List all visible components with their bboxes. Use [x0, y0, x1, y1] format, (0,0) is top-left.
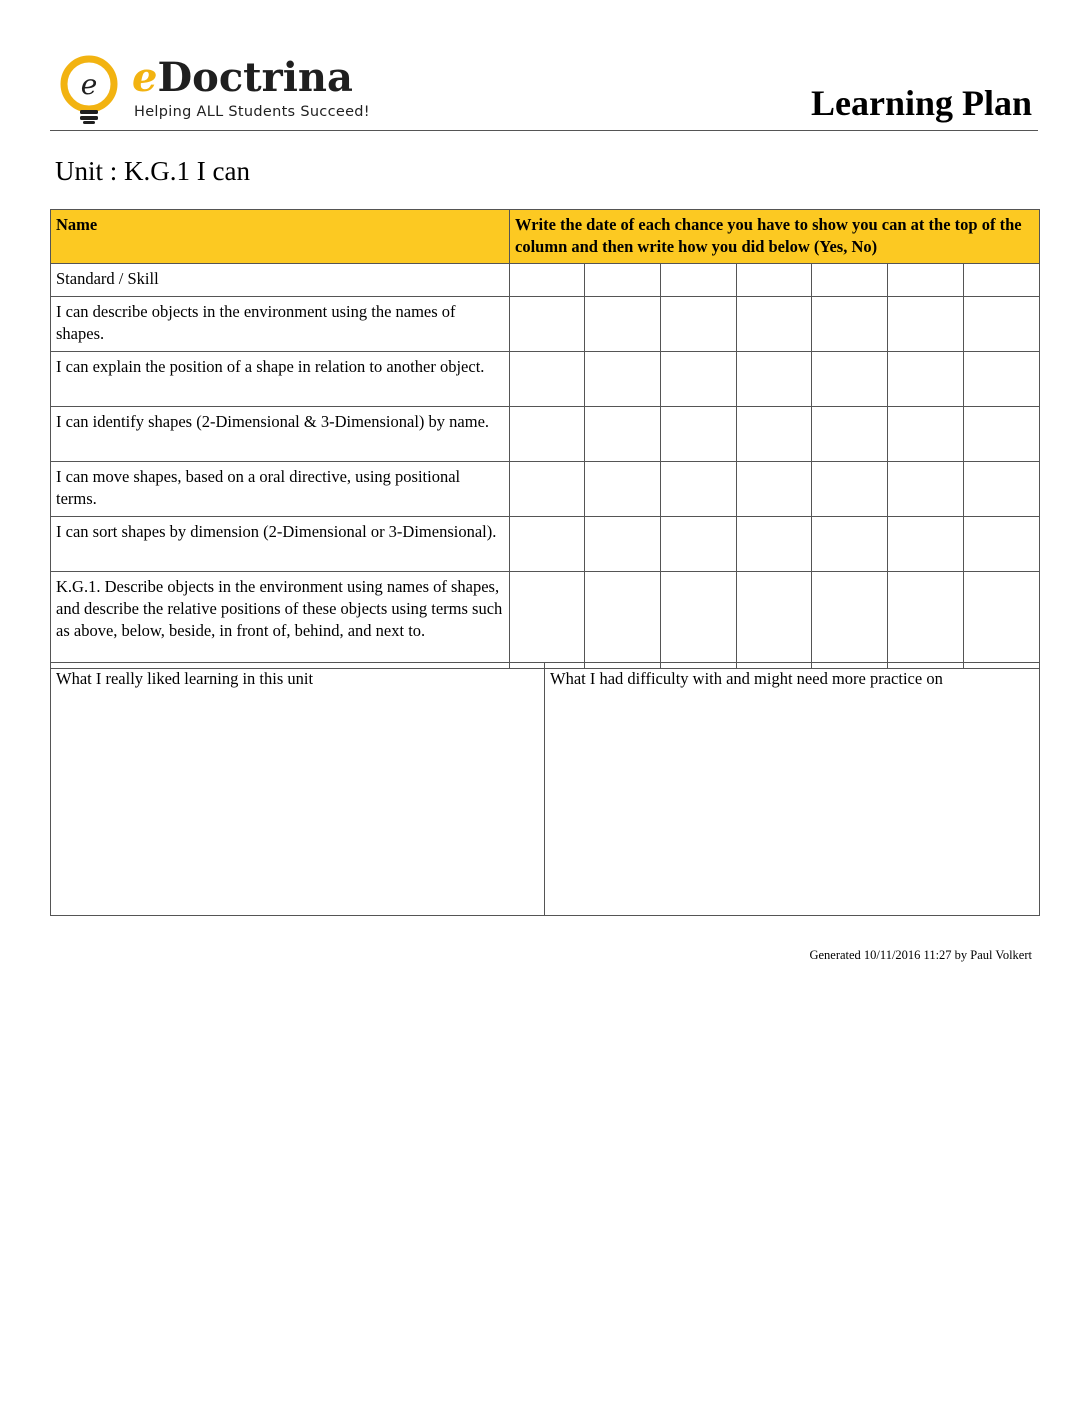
skill-description: I can explain the position of a shape in relation to another object. [51, 352, 510, 407]
table-row [51, 352, 1040, 407]
document-title: Learning Plan [810, 83, 1032, 123]
logo-letter: e [80, 68, 98, 101]
attempt-result-cell[interactable] [585, 352, 661, 407]
table-row [51, 517, 1040, 572]
table-row [51, 462, 1040, 517]
attempt-result-cell[interactable] [888, 297, 964, 352]
attempt-result-cell[interactable] [964, 462, 1040, 517]
attempt-result-cell[interactable] [812, 407, 888, 462]
logo-wordmark-rest: Doctrina [157, 54, 353, 101]
lightbulb-icon [54, 54, 124, 126]
attempt-date-cell[interactable] [964, 264, 1040, 297]
attempt-result-cell[interactable] [510, 517, 585, 572]
attempt-result-cell[interactable] [661, 517, 737, 572]
attempt-result-cell[interactable] [888, 517, 964, 572]
reflection-table [50, 662, 1040, 916]
attempt-date-cell[interactable] [888, 264, 964, 297]
attempt-date-cell[interactable] [585, 264, 661, 297]
attempt-result-cell[interactable] [964, 297, 1040, 352]
attempt-result-cell[interactable] [812, 517, 888, 572]
name-header: Name [51, 210, 510, 264]
attempt-result-cell[interactable] [888, 352, 964, 407]
skill-description: K.G.1. Describe objects in the environment using names of shapes, and describe the relative positions of these objects using terms such as above, below, beside, in front of, behind, and next to. [51, 572, 510, 669]
attempt-result-cell[interactable] [661, 352, 737, 407]
liked-learning-box[interactable]: What I really liked learning in this unit [51, 663, 545, 916]
generated-footer: Generated 10/11/2016 11:27 by Paul Volkert [809, 948, 1032, 962]
header-divider [50, 130, 1038, 131]
attempt-result-cell[interactable] [964, 407, 1040, 462]
attempt-result-cell[interactable] [888, 407, 964, 462]
attempt-result-cell[interactable] [964, 352, 1040, 407]
attempt-result-cell[interactable] [585, 297, 661, 352]
table-row [51, 407, 1040, 462]
attempt-result-cell[interactable] [585, 407, 661, 462]
attempt-result-cell[interactable] [737, 517, 812, 572]
unit-title: Unit : K.G.1 I can [55, 156, 250, 186]
attempt-result-cell[interactable] [585, 517, 661, 572]
standard-skill-label: Standard / Skill [51, 264, 510, 297]
instructions-header: Write the date of each chance you have to show you can at the top of the column and then write how you did below (Yes, No) [510, 210, 1040, 264]
attempt-result-cell[interactable] [737, 462, 812, 517]
learning-plan-table [50, 209, 1040, 669]
attempt-date-cell[interactable] [510, 264, 585, 297]
attempt-result-cell[interactable] [812, 572, 888, 669]
difficulty-box[interactable]: What I had difficulty with and might need more practice on [545, 663, 1040, 916]
attempt-result-cell[interactable] [510, 572, 585, 669]
table-row [51, 572, 1040, 669]
attempt-result-cell[interactable] [510, 297, 585, 352]
attempt-result-cell[interactable] [510, 407, 585, 462]
table-row [51, 264, 1040, 297]
attempt-result-cell[interactable] [737, 407, 812, 462]
attempt-result-cell[interactable] [737, 572, 812, 669]
attempt-result-cell[interactable] [737, 297, 812, 352]
logo-tagline: Helping ALL Students Succeed! [134, 104, 370, 120]
attempt-result-cell[interactable] [585, 462, 661, 517]
skill-description: I can move shapes, based on a oral directive, using positional terms. [51, 462, 510, 517]
attempt-result-cell[interactable] [812, 297, 888, 352]
attempt-result-cell[interactable] [812, 352, 888, 407]
attempt-result-cell[interactable] [510, 352, 585, 407]
attempt-result-cell[interactable] [661, 572, 737, 669]
table-row [51, 297, 1040, 352]
edoctrina-logo [54, 54, 374, 126]
attempt-result-cell[interactable] [964, 572, 1040, 669]
attempt-result-cell[interactable] [737, 352, 812, 407]
attempt-result-cell[interactable] [812, 462, 888, 517]
attempt-result-cell[interactable] [585, 572, 661, 669]
logo-wordmark [132, 54, 353, 101]
skill-description: I can identify shapes (2-Dimensional & 3-Dimensional) by name. [51, 407, 510, 462]
attempt-result-cell[interactable] [661, 297, 737, 352]
attempt-result-cell[interactable] [661, 462, 737, 517]
attempt-result-cell[interactable] [888, 462, 964, 517]
skill-description: I can describe objects in the environment using the names of shapes. [51, 297, 510, 352]
attempt-date-cell[interactable] [812, 264, 888, 297]
logo-wordmark-accent: e [132, 54, 158, 101]
attempt-date-cell[interactable] [737, 264, 812, 297]
attempt-result-cell[interactable] [510, 462, 585, 517]
attempt-date-cell[interactable] [661, 264, 737, 297]
table-header-row [51, 210, 1040, 264]
attempt-result-cell[interactable] [964, 517, 1040, 572]
attempt-result-cell[interactable] [661, 407, 737, 462]
skill-description: I can sort shapes by dimension (2-Dimensional or 3-Dimensional). [51, 517, 510, 572]
attempt-result-cell[interactable] [888, 572, 964, 669]
